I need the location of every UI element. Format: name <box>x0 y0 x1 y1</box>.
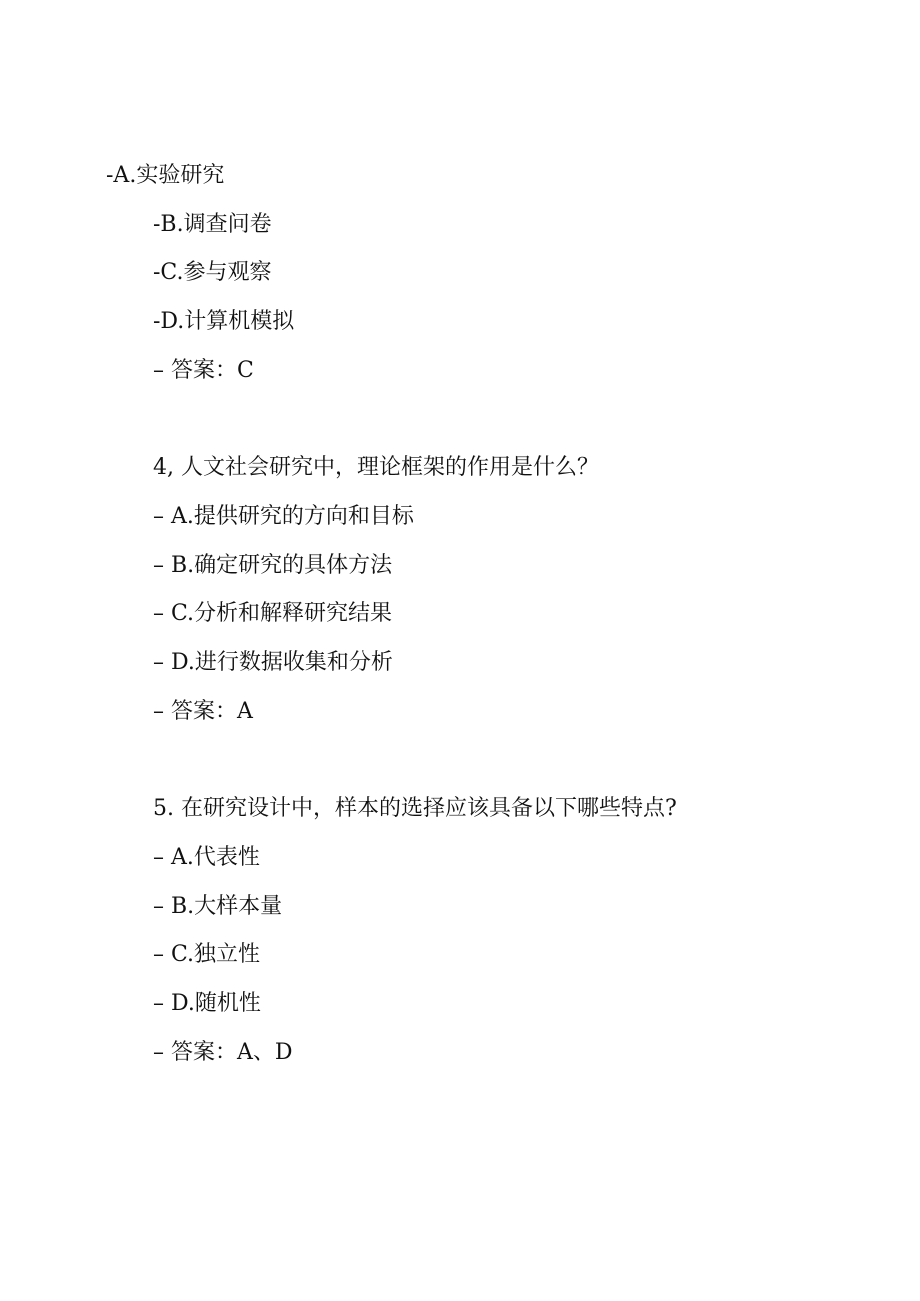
q3-option-d: -D.计算机模拟 <box>153 309 295 334</box>
q4-question: 4, 人文社会研究中，理论框架的作用是什么？ <box>153 455 599 480</box>
q5-option-d: – D.随机性 <box>153 991 261 1016</box>
q4-option-a: – A.提供研究的方向和目标 <box>153 504 414 529</box>
q4-option-d: – D.进行数据收集和分析 <box>153 650 393 675</box>
q3-answer: – 答案：C <box>153 358 254 383</box>
q3-option-c: -C.参与观察 <box>153 260 272 285</box>
q3-option-b: -B.调查问卷 <box>153 212 272 237</box>
q5-option-b: – B.大样本量 <box>153 894 283 919</box>
q5-question: 5. 在研究设计中，样本的选择应该具备以下哪些特点? <box>153 796 677 821</box>
q4-option-b: – B.确定研究的具体方法 <box>153 553 393 578</box>
q5-answer: – 答案：A、D <box>153 1040 293 1065</box>
q5-option-a: – A.代表性 <box>153 845 260 870</box>
q3-option-a: -A.实验研究 <box>106 163 225 188</box>
q5-option-c: – C.独立性 <box>153 942 261 967</box>
q4-option-c: – C.分析和解释研究结果 <box>153 601 393 626</box>
q4-answer: – 答案：A <box>153 699 253 724</box>
